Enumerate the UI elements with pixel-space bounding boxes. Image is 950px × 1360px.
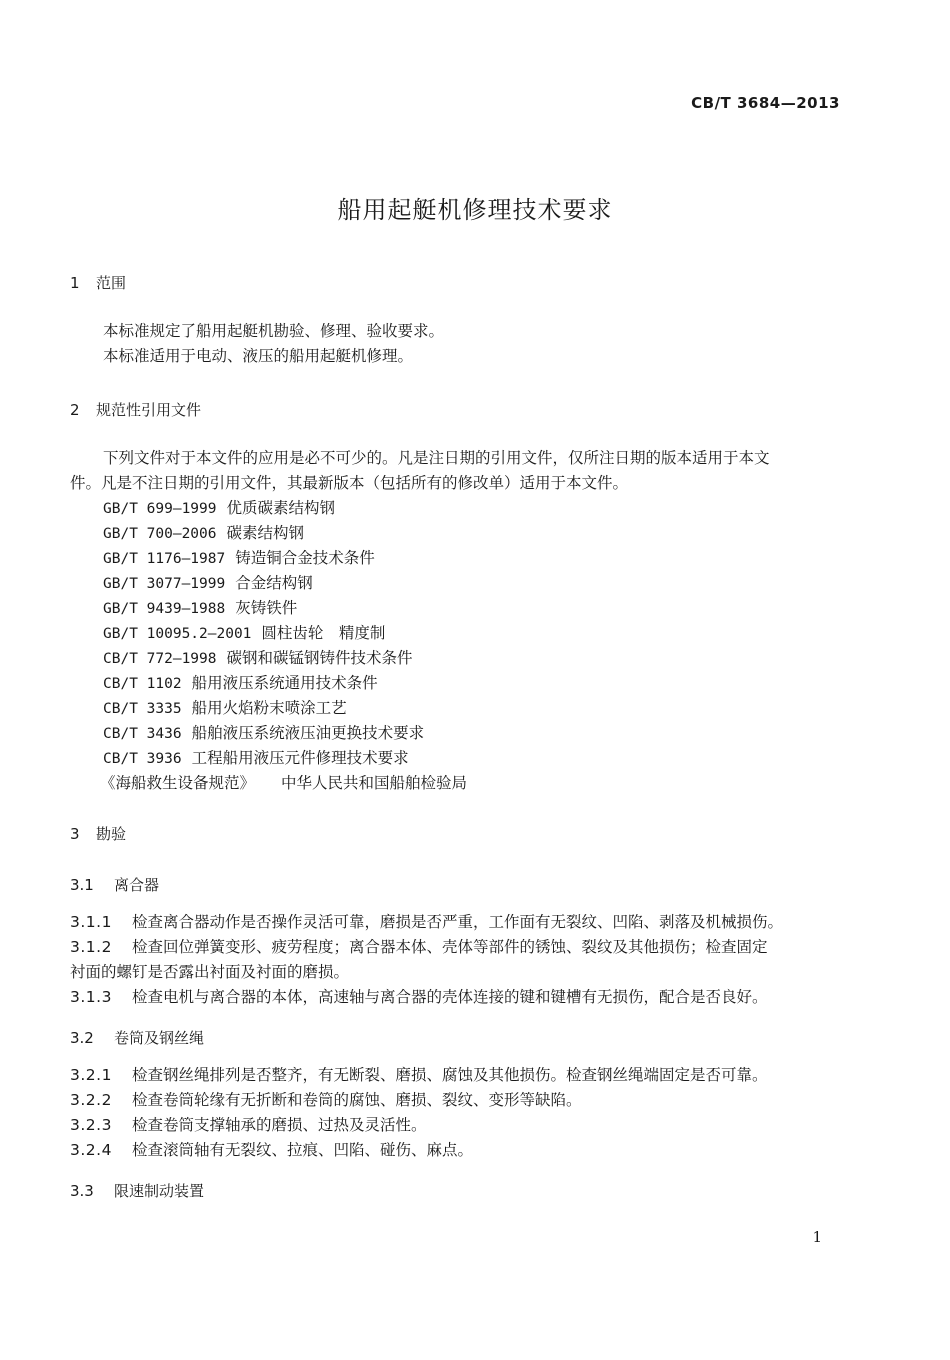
section-number: 1: [70, 274, 80, 292]
subsection-number: 3.2: [70, 1029, 94, 1047]
reference-item: [103, 521, 304, 543]
reference-code: CB/T 3335: [103, 701, 182, 717]
reference-code: CB/T 3436: [103, 726, 182, 742]
standard-number: CB/T 3684—2013: [691, 94, 840, 112]
reference-item: [103, 546, 375, 568]
reference-item: [103, 671, 378, 693]
subsection-number: 3.1: [70, 876, 94, 894]
reference-name: 圆柱齿轮 精度制: [261, 624, 386, 642]
clause-text: 检查电机与离合器的本体，高速轴与离合器的壳体连接的键和键槽有无损伤，配合是否良好。: [132, 988, 768, 1006]
reference-item: [103, 496, 335, 518]
subsection-3-2-heading: [70, 1027, 204, 1048]
clause-3-2-4: [70, 1138, 473, 1160]
reference-name: 合金结构钢: [235, 574, 313, 592]
reference-code: GB/T 1176—1987: [103, 551, 226, 567]
reference-code: GB/T 3077—1999: [103, 576, 226, 592]
document-title: 船用起艇机修理技术要求: [337, 196, 613, 224]
clause-number: 3.1.2: [70, 938, 112, 956]
clause-text: 检查滚筒轴有无裂纹、拉痕、凹陷、碰伤、麻点。: [132, 1141, 474, 1159]
reference-name: 铸造铜合金技术条件: [235, 549, 375, 567]
reference-item: [103, 696, 347, 718]
reference-item: [103, 621, 385, 643]
section-3-heading: [70, 823, 126, 844]
clause-number: 3.1.1: [70, 913, 112, 931]
reference-item: [103, 721, 424, 743]
subsection-3-3-heading: [70, 1180, 204, 1201]
section-number: 3: [70, 825, 80, 843]
reference-code: CB/T 3936: [103, 751, 182, 767]
clause-number: 3.2.2: [70, 1091, 112, 1109]
subsection-number: 3.3: [70, 1182, 94, 1200]
reference-name: 灰铸铁件: [235, 599, 298, 617]
reference-name: 碳素结构钢: [226, 524, 305, 542]
reference-name: 优质碳素结构钢: [226, 499, 336, 517]
reference-name: 船用火焰粉末喷涂工艺: [191, 699, 347, 717]
clause-3-1-2: [70, 935, 768, 957]
references-intro-line-1: 下列文件对于本文件的应用是必不可少的。凡是注日期的引用文件，仅所注日期的版本适用于本文: [103, 449, 770, 467]
clause-3-2-2: [70, 1088, 582, 1110]
clause-number: 3.2.3: [70, 1116, 112, 1134]
reference-code: GB/T 700—2006: [103, 526, 217, 542]
subsection-title: 限速制动装置: [114, 1182, 205, 1200]
scope-para-2: 本标准适用于电动、液压的船用起艇机修理。: [103, 347, 414, 365]
reference-code: GB/T 10095.2—2001: [103, 626, 252, 642]
reference-name: 船舶液压系统液压油更换技术要求: [191, 724, 425, 742]
clause-text: 检查钢丝绳排列是否整齐，有无断裂、磨损、腐蚀及其他损伤。检查钢丝绳端固定是否可靠。: [132, 1066, 768, 1084]
reference-name: 碳钢和碳锰钢铸件技术条件: [226, 649, 413, 667]
section-title: 范围: [96, 274, 127, 292]
clause-text: 检查离合器动作是否操作灵活可靠，磨损是否严重，工作面有无裂纹、凹陷、剥落及机械损伤。: [132, 913, 784, 931]
references-intro-line-2: 件。凡是不注日期的引用文件，其最新版本（包括所有的修改单）适用于本文件。: [70, 474, 629, 492]
clause-number: 3.2.4: [70, 1141, 112, 1159]
reference-item: [103, 746, 409, 768]
scope-para-1: 本标准规定了船用起艇机勘验、修理、验收要求。: [103, 322, 445, 340]
clause-text: 检查卷筒支撑轴承的磨损、过热及灵活性。: [132, 1116, 427, 1134]
clause-3-1-1: [70, 910, 783, 932]
reference-code: CB/T 1102: [103, 676, 182, 692]
clause-3-2-1: [70, 1063, 768, 1085]
section-title: 勘验: [96, 825, 127, 843]
clause-3-2-3: [70, 1113, 427, 1135]
clause-text: 检查卷筒轮缘有无折断和卷筒的腐蚀、磨损、裂纹、变形等缺陷。: [132, 1091, 582, 1109]
clause-number: 3.1.3: [70, 988, 112, 1006]
section-1-heading: [70, 272, 126, 293]
subsection-title: 卷筒及钢丝绳: [114, 1029, 205, 1047]
section-2-heading: [70, 399, 201, 420]
clause-text: 检查回位弹簧变形、疲劳程度；离合器本体、壳体等部件的锈蚀、裂纹及其他损伤；检查固定: [132, 938, 768, 956]
clause-3-1-3: [70, 985, 768, 1007]
reference-code: GB/T 9439—1988: [103, 601, 226, 617]
subsection-3-1-heading: [70, 874, 159, 895]
reference-name: 中华人民共和国船舶检验局: [281, 774, 468, 792]
clause-number: 3.2.1: [70, 1066, 112, 1084]
subsection-title: 离合器: [114, 876, 160, 894]
reference-item: [103, 596, 297, 618]
reference-code: 《海船救生设备规范》: [100, 774, 256, 792]
reference-name: 工程船用液压元件修理技术要求: [191, 749, 409, 767]
reference-item: [103, 571, 313, 593]
reference-item: [100, 771, 467, 793]
reference-item: [103, 646, 413, 668]
clause-3-1-2-continuation: 衬面的螺钉是否露出衬面及衬面的磨损。: [70, 963, 350, 981]
section-title: 规范性引用文件: [96, 401, 202, 419]
page-number: 1: [812, 1228, 822, 1246]
section-number: 2: [70, 401, 80, 419]
reference-code: GB/T 699—1999: [103, 501, 217, 517]
reference-code: CB/T 772—1998: [103, 651, 217, 667]
reference-name: 船用液压系统通用技术条件: [191, 674, 378, 692]
